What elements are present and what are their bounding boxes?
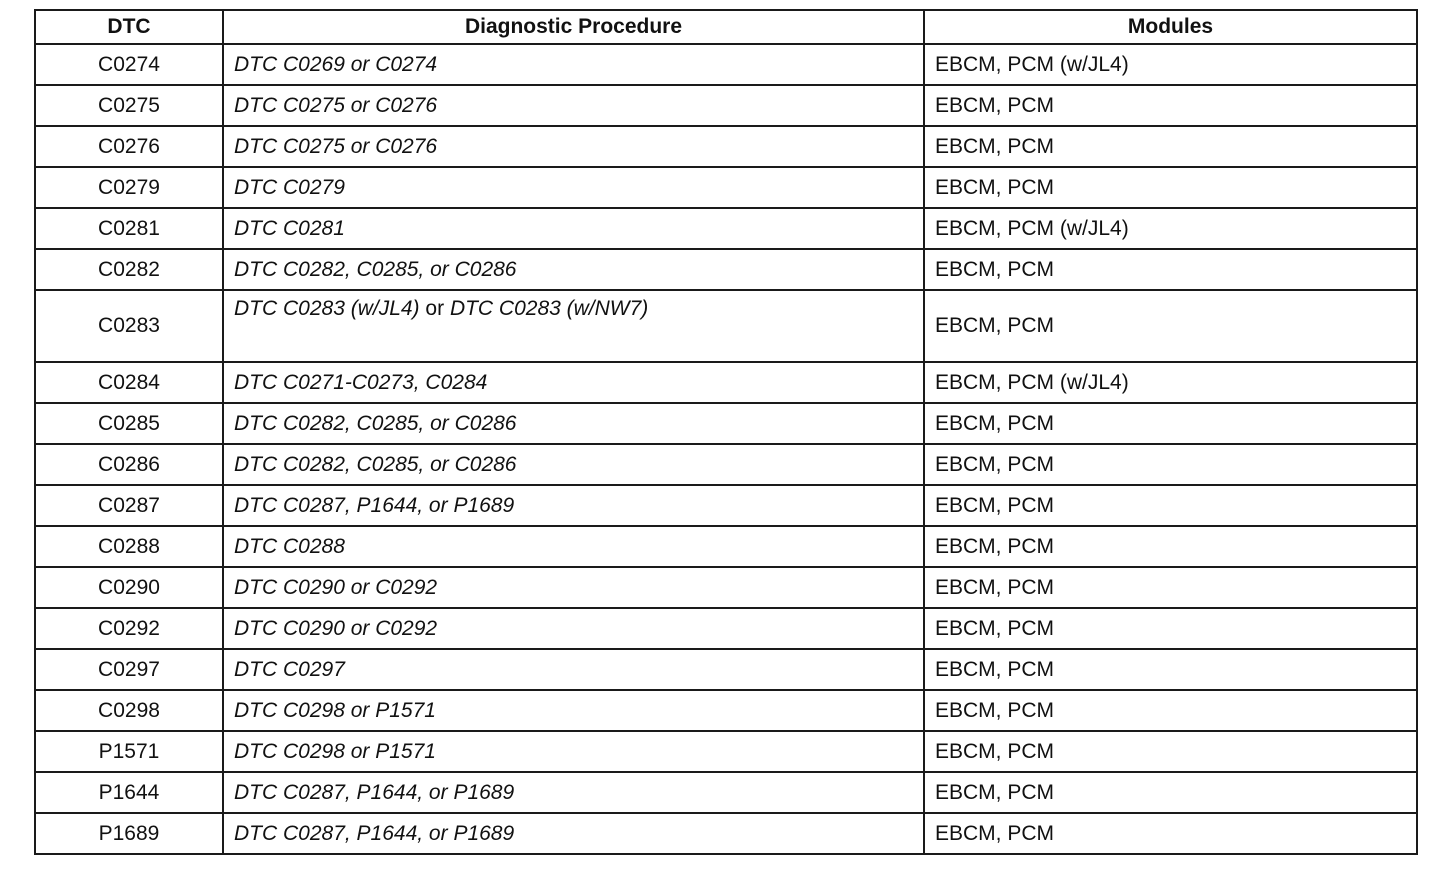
- modules-cell: EBCM, PCM: [924, 485, 1417, 526]
- dtc-table-container: [34, 9, 1418, 855]
- table-row: [35, 813, 1417, 854]
- dtc-code: P1689: [35, 813, 223, 854]
- table-row: [35, 290, 1417, 362]
- diagnostic-procedure-link[interactable]: DTC C0275 or C0276: [223, 85, 924, 126]
- table-row: [35, 567, 1417, 608]
- table-header-row: [35, 10, 1417, 44]
- modules-cell: EBCM, PCM (w/JL4): [924, 362, 1417, 403]
- diagnostic-procedure-link[interactable]: DTC C0281: [223, 208, 924, 249]
- modules-cell: EBCM, PCM: [924, 526, 1417, 567]
- diagnostic-procedure-link[interactable]: DTC C0288: [223, 526, 924, 567]
- dtc-code: C0281: [35, 208, 223, 249]
- header-modules: Modules: [924, 10, 1417, 44]
- modules-cell: EBCM, PCM: [924, 813, 1417, 854]
- modules-cell: EBCM, PCM: [924, 85, 1417, 126]
- dtc-code: C0276: [35, 126, 223, 167]
- dtc-code: C0282: [35, 249, 223, 290]
- table-row: [35, 362, 1417, 403]
- table-row: [35, 249, 1417, 290]
- dtc-code: C0290: [35, 567, 223, 608]
- modules-cell: EBCM, PCM: [924, 167, 1417, 208]
- header-dtc: DTC: [35, 10, 223, 44]
- dtc-code: C0279: [35, 167, 223, 208]
- diagnostic-procedure-link[interactable]: DTC C0275 or C0276: [223, 126, 924, 167]
- modules-cell: EBCM, PCM: [924, 772, 1417, 813]
- table-row: [35, 208, 1417, 249]
- table-row: [35, 608, 1417, 649]
- modules-cell: EBCM, PCM: [924, 567, 1417, 608]
- modules-cell: EBCM, PCM: [924, 649, 1417, 690]
- diagnostic-procedure-link[interactable]: DTC C0287, P1644, or P1689: [223, 772, 924, 813]
- diagnostic-procedure-cell: [223, 290, 924, 362]
- modules-cell: EBCM, PCM: [924, 403, 1417, 444]
- diagnostic-procedure-link[interactable]: DTC C0283 (w/NW7): [449, 297, 649, 320]
- header-diagnostic-procedure: Diagnostic Procedure: [223, 10, 924, 44]
- dtc-code: C0297: [35, 649, 223, 690]
- table-row: [35, 649, 1417, 690]
- table-row: [35, 44, 1417, 85]
- diagnostic-procedure-link[interactable]: DTC C0279: [223, 167, 924, 208]
- diagnostic-procedure-link[interactable]: DTC C0269 or C0274: [223, 44, 924, 85]
- diagnostic-procedure-link[interactable]: DTC C0283 (w/JL4): [234, 297, 420, 320]
- dtc-code: C0287: [35, 485, 223, 526]
- modules-cell: EBCM, PCM: [924, 690, 1417, 731]
- modules-cell: EBCM, PCM: [924, 608, 1417, 649]
- modules-cell: EBCM, PCM (w/JL4): [924, 44, 1417, 85]
- dtc-code: C0286: [35, 444, 223, 485]
- dtc-code: C0292: [35, 608, 223, 649]
- diagnostic-procedure-link[interactable]: DTC C0297: [223, 649, 924, 690]
- dtc-code: P1644: [35, 772, 223, 813]
- diagnostic-procedure-link[interactable]: DTC C0290 or C0292: [223, 567, 924, 608]
- diagnostic-procedure-link[interactable]: DTC C0287, P1644, or P1689: [223, 813, 924, 854]
- modules-cell: EBCM, PCM: [924, 290, 1417, 362]
- dtc-code: C0298: [35, 690, 223, 731]
- table-row: [35, 85, 1417, 126]
- diagnostic-procedure-link[interactable]: DTC C0298 or P1571: [223, 690, 924, 731]
- dtc-code: C0284: [35, 362, 223, 403]
- table-row: [35, 126, 1417, 167]
- dtc-code: C0283: [35, 290, 223, 362]
- table-row: [35, 690, 1417, 731]
- dtc-code: C0288: [35, 526, 223, 567]
- dtc-table: [34, 9, 1418, 855]
- diagnostic-procedure-link[interactable]: DTC C0290 or C0292: [223, 608, 924, 649]
- modules-cell: EBCM, PCM: [924, 126, 1417, 167]
- table-row: [35, 485, 1417, 526]
- diagnostic-procedure-link[interactable]: DTC C0282, C0285, or C0286: [223, 444, 924, 485]
- table-row: [35, 167, 1417, 208]
- modules-cell: EBCM, PCM: [924, 731, 1417, 772]
- diagnostic-procedure-link[interactable]: DTC C0282, C0285, or C0286: [223, 403, 924, 444]
- table-row: [35, 444, 1417, 485]
- dtc-code: C0275: [35, 85, 223, 126]
- modules-cell: EBCM, PCM: [924, 444, 1417, 485]
- dtc-code: C0285: [35, 403, 223, 444]
- procedure-separator: or: [425, 297, 445, 320]
- table-row: [35, 772, 1417, 813]
- table-row: [35, 731, 1417, 772]
- dtc-code: C0274: [35, 44, 223, 85]
- diagnostic-procedure-link[interactable]: DTC C0298 or P1571: [223, 731, 924, 772]
- table-row: [35, 526, 1417, 567]
- modules-cell: EBCM, PCM: [924, 249, 1417, 290]
- diagnostic-procedure-link[interactable]: DTC C0271-C0273, C0284: [223, 362, 924, 403]
- modules-cell: EBCM, PCM (w/JL4): [924, 208, 1417, 249]
- diagnostic-procedure-link[interactable]: DTC C0282, C0285, or C0286: [223, 249, 924, 290]
- table-row: [35, 403, 1417, 444]
- dtc-code: P1571: [35, 731, 223, 772]
- diagnostic-procedure-link[interactable]: DTC C0287, P1644, or P1689: [223, 485, 924, 526]
